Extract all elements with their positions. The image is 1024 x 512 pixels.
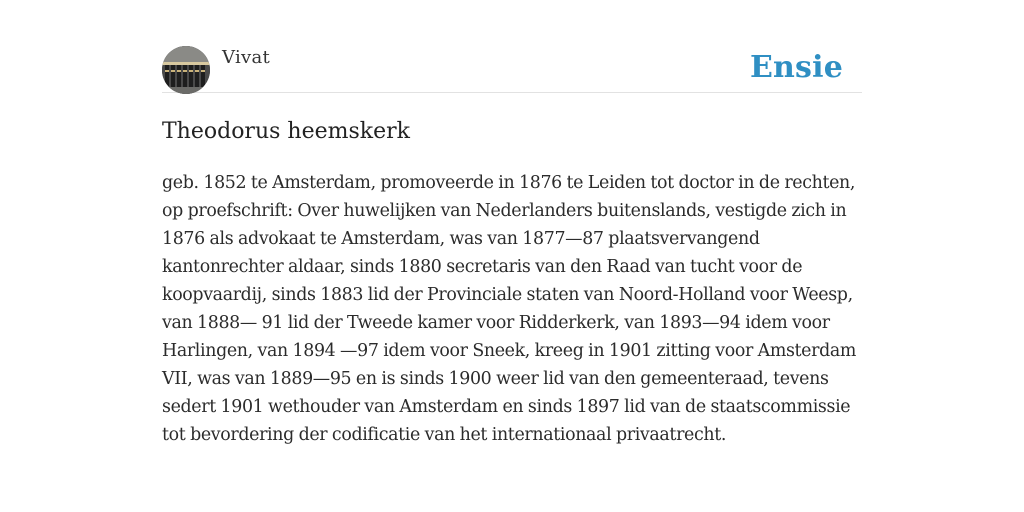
article-title: Theodorus heemskerk [162, 119, 410, 144]
author-name[interactable]: Vivat [222, 47, 271, 68]
article-card [162, 46, 862, 449]
books-avatar-icon[interactable] [162, 46, 210, 94]
brand-logo[interactable]: Ensie [749, 50, 843, 85]
article-body: geb. 1852 te Amsterdam, promoveerde in 1876 te Leiden tot doctor in de rechten, op proefschrift: Over huwelijken van Nederlanders buitenslands, vestigde zich in 1876 als advokaat te Amsterdam, was van 1877—87 plaatsvervangend kantonrechter aldaar, sinds 1880 secretaris van den Raad van tucht voor de koopvaardij, sinds 1883 lid der Provinciale staten van Noord-Holland voor Weesp, van 1888— 91 lid der Tweede kamer voor Ridderkerk, van 1893—94 idem voor Harlingen, van 1894 —97 idem voor Sneek, kreeg in 1901 zitting voor Amsterdam VII, was van 1889—95 en is sinds 1900 weer lid van den gemeenteraad, tevens sedert 1901 wethouder van Amsterdam en sinds 1897 lid van de staatscommissie tot bevordering der codificatie van het internationaal privaatrecht. [162, 173, 857, 445]
article-header [162, 46, 862, 93]
